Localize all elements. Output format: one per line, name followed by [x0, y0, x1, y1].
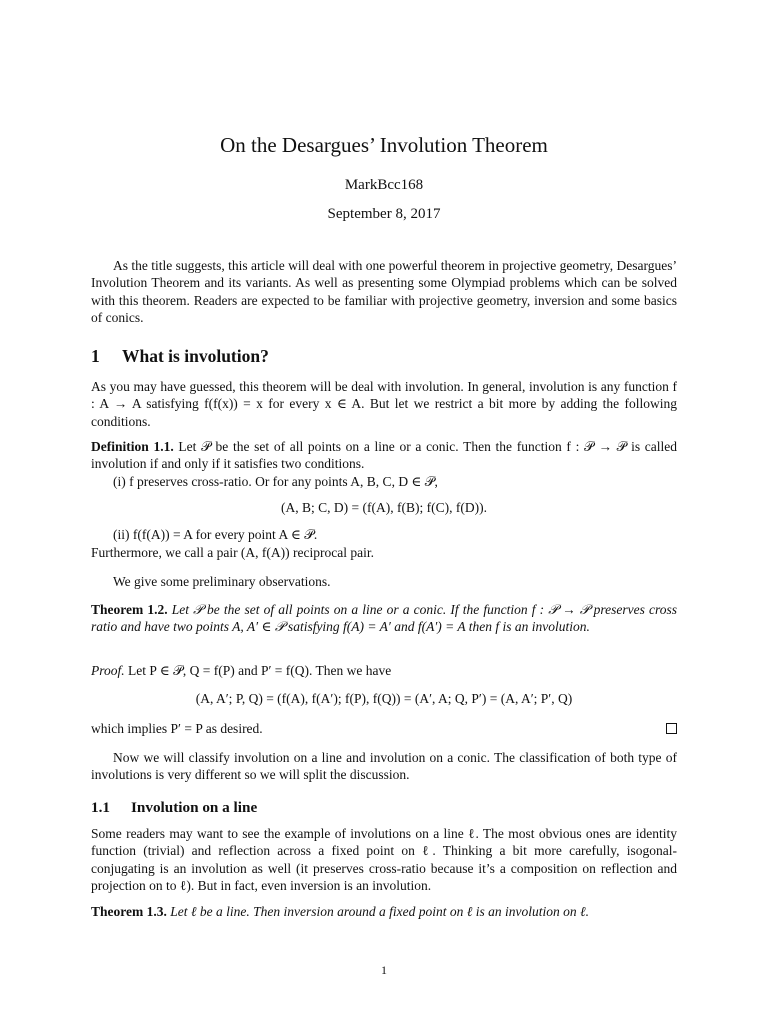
definition-condition-1: (i) f preserves cross-ratio. Or for any points A, B, C, D ∈ 𝒫, — [113, 473, 438, 489]
paper-author: MarkBcc168 — [344, 177, 424, 193]
definition-condition-2: (ii) f(f(A)) = A for every point A ∈ 𝒫. — [113, 527, 318, 543]
paper-page — [91, 0, 677, 1024]
definition-text: Let 𝒫 be the set of all points on a line or a conic. Then the function f : 𝒫 → 𝒫 is called involution if and only if it satisfies two conditions. — [91, 439, 678, 472]
theorem-1-3 — [91, 903, 677, 920]
reciprocal-pair-note: Furthermore, we call a pair (A, f(A)) reciprocal pair. — [91, 544, 374, 560]
theorem-1-2-text: Let 𝒫 be the set of all points on a line or a conic. If the function f : 𝒫 → 𝒫 preserves cross ratio and have two points A, A′ ∈ 𝒫 satisfying f(A) = A′ and f(A′) = A then f is an involution. — [91, 602, 678, 635]
proof-equation: (A, A′; P, Q) = (f(A), f(A′); f(P), f(Q)) = (A′, A; Q, P′) = (A, A′; P′, Q) — [195, 691, 573, 707]
subsection-body — [91, 825, 677, 895]
proof-text: Let P ∈ 𝒫, Q = f(P) and P′ = f(Q). Then we have — [128, 663, 392, 678]
proof-end-line — [91, 720, 677, 737]
qed-square-icon — [666, 723, 677, 734]
cross-ratio-equation: (A, B; C, D) = (f(A), f(B); f(C), f(D)). — [281, 500, 487, 516]
subsection-number: 1.1 — [91, 799, 110, 816]
classification-text: Now we will classify involution on a line and involution on a conic. The classification of both type of involutions is very different so we will split the discussion. — [91, 750, 677, 783]
observations-paragraph — [91, 573, 677, 590]
page-number: 1 — [381, 963, 387, 977]
theorem-1-3-text: Let ℓ be a line. Then inversion around a fixed point on ℓ is an involution on ℓ. — [170, 904, 589, 919]
classification-paragraph — [91, 749, 677, 784]
proof-block — [91, 662, 677, 738]
section-title: What is involution? — [122, 346, 269, 366]
section-body — [91, 378, 677, 430]
subsection-heading — [91, 798, 677, 818]
theorem-1-2 — [91, 601, 677, 636]
theorem-1-2-label: Theorem 1.2. — [91, 602, 168, 617]
abstract — [91, 257, 677, 327]
intro-paragraph: As you may have guessed, this theorem will be deal with involution. In general, involution is any function f : A → A satisfying f(f(x)) = x for every x ∈ A. But let we restrict a bit more by adding the following conditions. — [91, 379, 677, 429]
proof-label: Proof. — [91, 663, 125, 678]
paper-date: September 8, 2017 — [327, 206, 441, 222]
involution-line-paragraph: Some readers may want to see the example of involutions on a line ℓ. The most obvious ones are identity function (trivial) and reflection across a fixed point on ℓ. Thinking a bit more carefully, isogonal-conjugating is an involution as well (it preserves cross-ratio because it’s a composition on reflection and projection on to ℓ). But in fact, even inversion is an involution. — [91, 826, 677, 894]
section-heading — [91, 345, 677, 367]
section-number: 1 — [91, 346, 100, 366]
definition-block — [91, 438, 677, 561]
paper-title: On the Desargues’ Involution Theorem — [220, 133, 548, 157]
abstract-text: As the title suggests, this article will deal with one powerful theorem in projective geometry, Desargues’ Involution Theorem and its variants. As well as presenting some Olympiad problems which can be solved with this theorem. Readers are expected to be familiar with projective geometry, inversion and some basics of conics. — [91, 258, 677, 326]
proof-conclusion: which implies P′ = P as desired. — [91, 721, 263, 737]
subsection-title: Involution on a line — [131, 799, 258, 816]
definition-label: Definition 1.1. — [91, 439, 174, 454]
observations-text: We give some preliminary observations. — [113, 574, 331, 589]
theorem-1-3-label: Theorem 1.3. — [91, 904, 167, 919]
